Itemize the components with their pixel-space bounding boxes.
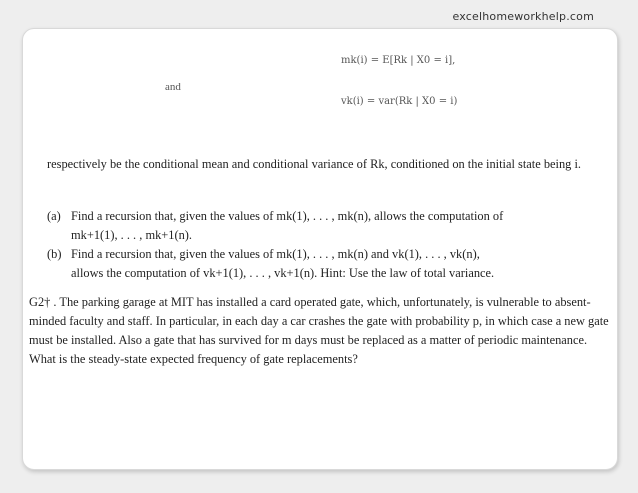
part-a-marker: (a) (47, 209, 61, 223)
watermark-site: excelhomeworkhelp.com (452, 10, 594, 23)
part-a-item (47, 207, 607, 245)
part-a-line2: mk+1(1), . . . , mk+1(n). (71, 228, 193, 242)
part-b-marker: (b) (47, 247, 62, 261)
part-b-line1: Find a recursion that, given the values of mk(1), . . . , mk(n) and vk(1), . . . , vk(n), (71, 247, 480, 261)
variance-equation: vk(i) = var(Rk | X0 = i) (341, 96, 458, 107)
part-b-line2: allows the computation of vk+1(1), . . . , vk+1(n). Hint: Use the law of total variance. (71, 266, 495, 280)
problem-g2-text: G2† . The parking garage at MIT has installed a card operated gate, which, unfortunately, is vulnerable to absent-minded faculty and staff. In particular, in each day a car crashes the gate with probability p, in which case a new gate must be installed. Also a gate that has survived for m days must be replaced as a matter of periodic maintenance. What is the steady-state expected frequency of gate replacements? (29, 295, 609, 366)
part-b-item (47, 245, 607, 283)
mean-equation: mk(i) = E[Rk | X0 = i], (341, 55, 456, 66)
equation-and-label: and (165, 81, 181, 93)
slide-panel (22, 28, 618, 470)
part-a-line1: Find a recursion that, given the values of mk(1), . . . , mk(n), allows the computation of (71, 209, 504, 223)
problem-intro-text: respectively be the conditional mean and conditional variance of Rk, conditioned on the initial state being i. (47, 157, 582, 171)
